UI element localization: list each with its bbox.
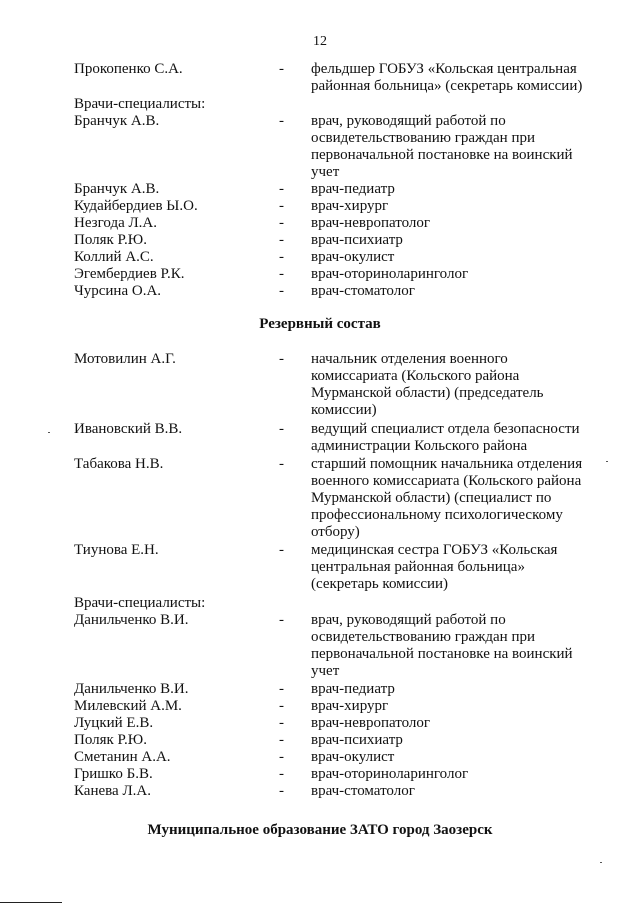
specialist-dash: - — [279, 113, 284, 129]
specialist-name: Милевский А.М. — [74, 698, 182, 714]
member-role-line: фельдшер ГОБУЗ «Кольская центральная — [311, 61, 577, 77]
member-role-line: центральная районная больница» — [311, 559, 525, 575]
member-dash: - — [279, 61, 284, 77]
footer-rule — [0, 902, 62, 903]
specialist-role-line: врач-оториноларинголог — [311, 266, 469, 282]
specialist-role-line: учет — [311, 164, 340, 180]
member-dash: - — [279, 351, 284, 367]
specialist-role-line: освидетельствованию граждан при — [311, 629, 536, 645]
specialist-role-line: врач-стоматолог — [311, 283, 415, 299]
specialist-role-line: врач-окулист — [311, 249, 395, 265]
specialist-role-line: врач, руководящий работой по — [311, 612, 506, 628]
member-name: Тиунова Е.Н. — [74, 542, 159, 558]
member-role-line: старший помощник начальника отделения — [311, 456, 583, 472]
specialist-role-line: врач-невропатолог — [311, 215, 431, 231]
specialist-name: Данильченко В.И. — [74, 681, 189, 697]
specialist-dash: - — [279, 266, 284, 282]
member-dash: - — [279, 542, 284, 558]
member-role-line: профессиональному психологическому — [311, 507, 563, 523]
specialist-name: Бранчук А.В. — [74, 181, 160, 197]
specialists-label: Врачи-специалисты: — [74, 595, 206, 611]
member-role-line: (секретарь комиссии) — [311, 576, 449, 592]
member-name: Мотовилин А.Г. — [74, 351, 176, 367]
specialist-name: Луцкий Е.В. — [74, 715, 154, 731]
specialist-dash: - — [279, 698, 284, 714]
specialist-role-line: освидетельствованию граждан при — [311, 130, 536, 146]
specialist-role-line: врач-хирург — [311, 698, 389, 714]
specialist-name: Канева Л.А. — [74, 783, 151, 799]
member-name: Табакова Н.В. — [74, 456, 164, 472]
member-role-line: администрации Кольского района — [311, 438, 528, 454]
specialist-name: Поляк Р.Ю. — [74, 732, 147, 748]
scan-speck — [606, 461, 608, 462]
scan-speck — [600, 862, 602, 863]
specialist-dash: - — [279, 783, 284, 799]
member-dash: - — [279, 421, 284, 437]
member-role-line: военного комиссариата (Кольского района — [311, 473, 582, 489]
specialist-dash: - — [279, 612, 284, 628]
member-role-line: медицинская сестра ГОБУЗ «Кольская — [311, 542, 558, 558]
specialist-role-line: врач, руководящий работой по — [311, 113, 506, 129]
specialist-dash: - — [279, 766, 284, 782]
specialist-role-line: врач-психиатр — [311, 232, 403, 248]
specialist-name: Кудайбердиев Ы.О. — [74, 198, 198, 214]
specialist-role-line: врач-педиатр — [311, 181, 395, 197]
member-name: Прокопенко С.А. — [74, 61, 183, 77]
member-role-line: ведущий специалист отдела безопасности — [311, 421, 580, 437]
specialist-dash: - — [279, 249, 284, 265]
specialist-name: Эгембердиев Р.К. — [74, 266, 185, 282]
specialist-role-line: врач-окулист — [311, 749, 395, 765]
member-role-line: районная больница» (секретарь комиссии) — [311, 78, 583, 94]
specialist-role-line: первоначальной постановке на воинский — [311, 646, 573, 662]
specialist-name: Сметанин А.А. — [74, 749, 171, 765]
specialist-dash: - — [279, 198, 284, 214]
specialist-name: Бранчук А.В. — [74, 113, 160, 129]
member-role-line: отбору) — [311, 524, 360, 540]
specialist-role-line: врач-психиатр — [311, 732, 403, 748]
specialist-dash: - — [279, 749, 284, 765]
member-name: Ивановский В.В. — [74, 421, 183, 437]
specialist-dash: - — [279, 181, 284, 197]
specialist-role-line: врач-педиатр — [311, 681, 395, 697]
specialist-name: Незгода Л.А. — [74, 215, 157, 231]
specialists-label: Врачи-специалисты: — [74, 96, 206, 112]
member-role-line: комиссии) — [311, 402, 377, 418]
specialist-dash: - — [279, 715, 284, 731]
member-role-line: Мурманской области) (председатель — [311, 385, 544, 401]
specialist-name: Данильченко В.И. — [74, 612, 189, 628]
reserve-heading: Резервный состав — [259, 316, 381, 332]
specialist-role-line: первоначальной постановке на воинский — [311, 147, 573, 163]
specialist-role-line: врач-хирург — [311, 198, 389, 214]
scan-speck — [48, 432, 50, 433]
member-role-line: Мурманской области) (специалист по — [311, 490, 552, 506]
municipality-heading: Муниципальное образование ЗАТО город Заозерск — [147, 822, 493, 838]
specialist-name: Поляк Р.Ю. — [74, 232, 147, 248]
specialist-dash: - — [279, 283, 284, 299]
specialist-name: Коллий А.С. — [74, 249, 154, 265]
specialist-dash: - — [279, 681, 284, 697]
specialist-name: Чурсина О.А. — [74, 283, 162, 299]
page-number: 12 — [313, 34, 327, 49]
specialist-dash: - — [279, 232, 284, 248]
member-role-line: комиссариата (Кольского района — [311, 368, 520, 384]
specialist-role-line: врач-стоматолог — [311, 783, 415, 799]
specialist-role-line: врач-оториноларинголог — [311, 766, 469, 782]
specialist-dash: - — [279, 215, 284, 231]
specialist-role-line: врач-невропатолог — [311, 715, 431, 731]
specialist-role-line: учет — [311, 663, 340, 679]
specialist-dash: - — [279, 732, 284, 748]
specialist-name: Гришко Б.В. — [74, 766, 153, 782]
member-role-line: начальник отделения военного — [311, 351, 508, 367]
member-dash: - — [279, 456, 284, 472]
